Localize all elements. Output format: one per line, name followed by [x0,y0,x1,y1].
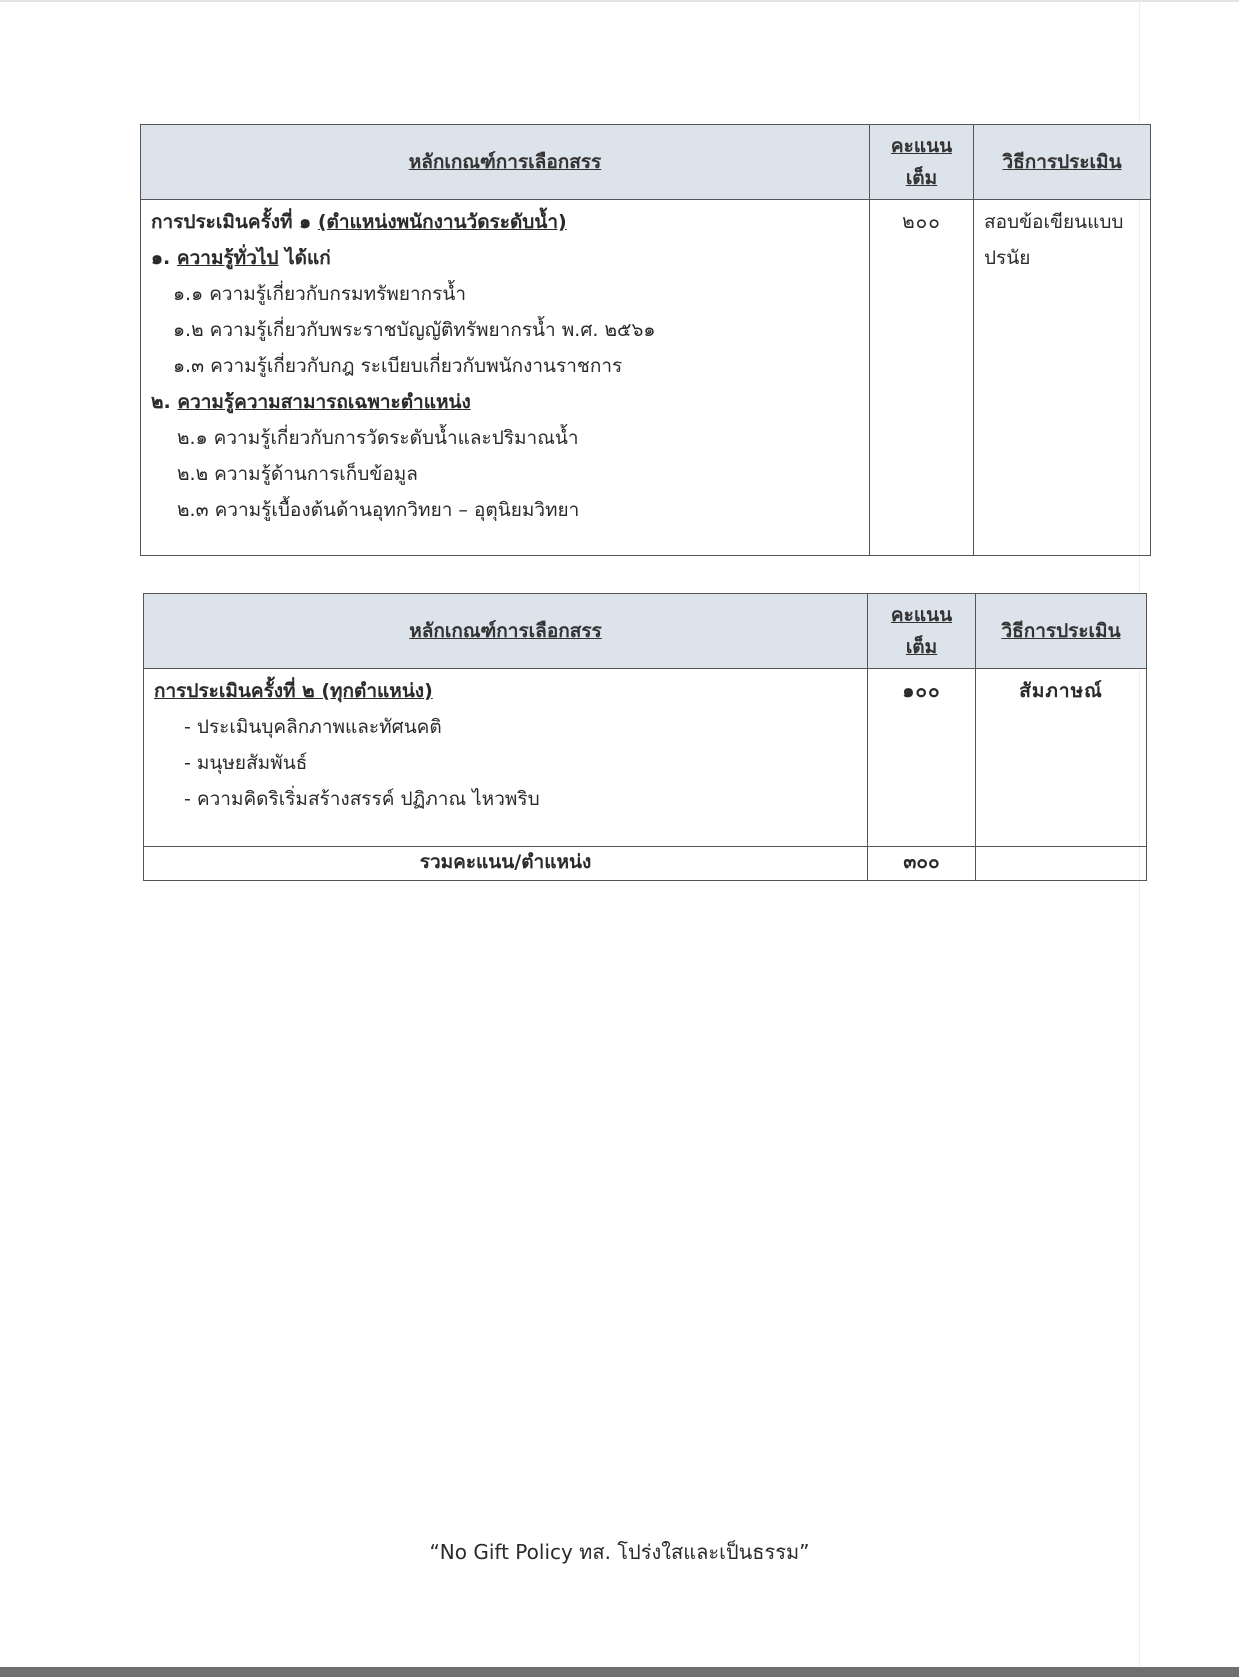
header-full-score-line2: เต็ม [905,636,938,658]
header-method: วิธีการประเมิน [976,594,1147,669]
header-full-score-line1: คะแนน [890,135,953,157]
total-row [144,847,1147,881]
group-heading-1: ๑. ความรู้ทั่วไป ได้แก่ [151,247,331,269]
method-cell [974,200,1151,556]
footer-slogan: “No Gift Policy ทส. โปร่งใสและเป็นธรรม” [429,1540,810,1564]
group-title-2: ความรู้ความสามารถเฉพาะตำแหน่ง [177,391,471,413]
assessment-round-1-table [140,124,1151,556]
list-item: ๒.๓ ความรู้เบื้องต้นด้านอุทกวิทยา – อุตุนิยมวิทยา [177,499,580,521]
list-item: - มนุษยสัมพันธ์ [184,752,308,774]
criteria-cell [141,200,870,556]
section-title: การประเมินครั้งที่ ๑ (ตำแหน่งพนักงานวัดระดับน้ำ) [151,211,567,233]
section-title-position: (ตำแหน่งพนักงานวัดระดับน้ำ) [317,211,567,233]
list-item: - ความคิดริเริ่มสร้างสรรค์ ปฏิภาณ ไหวพริบ [184,788,540,810]
header-method: วิธีการประเมิน [974,125,1151,200]
method-value: สัมภาษณ์ [976,669,1147,847]
list-item: ๒.๑ ความรู้เกี่ยวกับการวัดระดับน้ำและปริมาณน้ำ [177,427,579,449]
table-header-row [141,125,1151,200]
full-score-value: ๒๐๐ [870,200,974,556]
list-item: ๑.๓ ความรู้เกี่ยวกับกฎ ระเบียบเกี่ยวกับพนักงานราชการ [173,355,623,377]
table-row [144,669,1147,847]
group-heading-2: ๒. ความรู้ความสามารถเฉพาะตำแหน่ง [151,391,471,413]
table-header-row [144,594,1147,669]
header-criteria: หลักเกณฑ์การเลือกสรร [144,594,868,669]
total-method [976,847,1147,881]
section-title: การประเมินครั้งที่ ๒ (ทุกตำแหน่ง) [154,680,433,702]
list-item: ๑.๑ ความรู้เกี่ยวกับกรมทรัพยากรน้ำ [173,283,466,305]
method-line2: ปรนัย [984,247,1031,269]
scan-top-edge [0,0,1239,2]
header-full-score-line2: เต็ม [905,167,938,189]
list-item: ๒.๒ ความรู้ด้านการเก็บข้อมูล [177,463,418,485]
scan-bottom-edge [0,1667,1239,1677]
header-full-score [870,125,974,200]
list-item: - ประเมินบุคลิกภาพและทัศนคติ [184,716,442,738]
total-score: ๓๐๐ [868,847,976,881]
criteria-cell [144,669,868,847]
header-criteria: หลักเกณฑ์การเลือกสรร [141,125,870,200]
header-full-score-line1: คะแนน [890,604,953,626]
full-score-value: ๑๐๐ [868,669,976,847]
assessment-round-2-table [143,593,1147,881]
total-label: รวมคะแนน/ตำแหน่ง [144,847,868,881]
header-full-score [868,594,976,669]
method-line1: สอบข้อเขียนแบบ [984,211,1124,233]
group-title-1: ความรู้ทั่วไป [176,247,279,269]
list-item: ๑.๒ ความรู้เกี่ยวกับพระราชบัญญัติทรัพยากรน้ำ พ.ศ. ๒๕๖๑ [173,319,656,341]
table-row [141,200,1151,556]
